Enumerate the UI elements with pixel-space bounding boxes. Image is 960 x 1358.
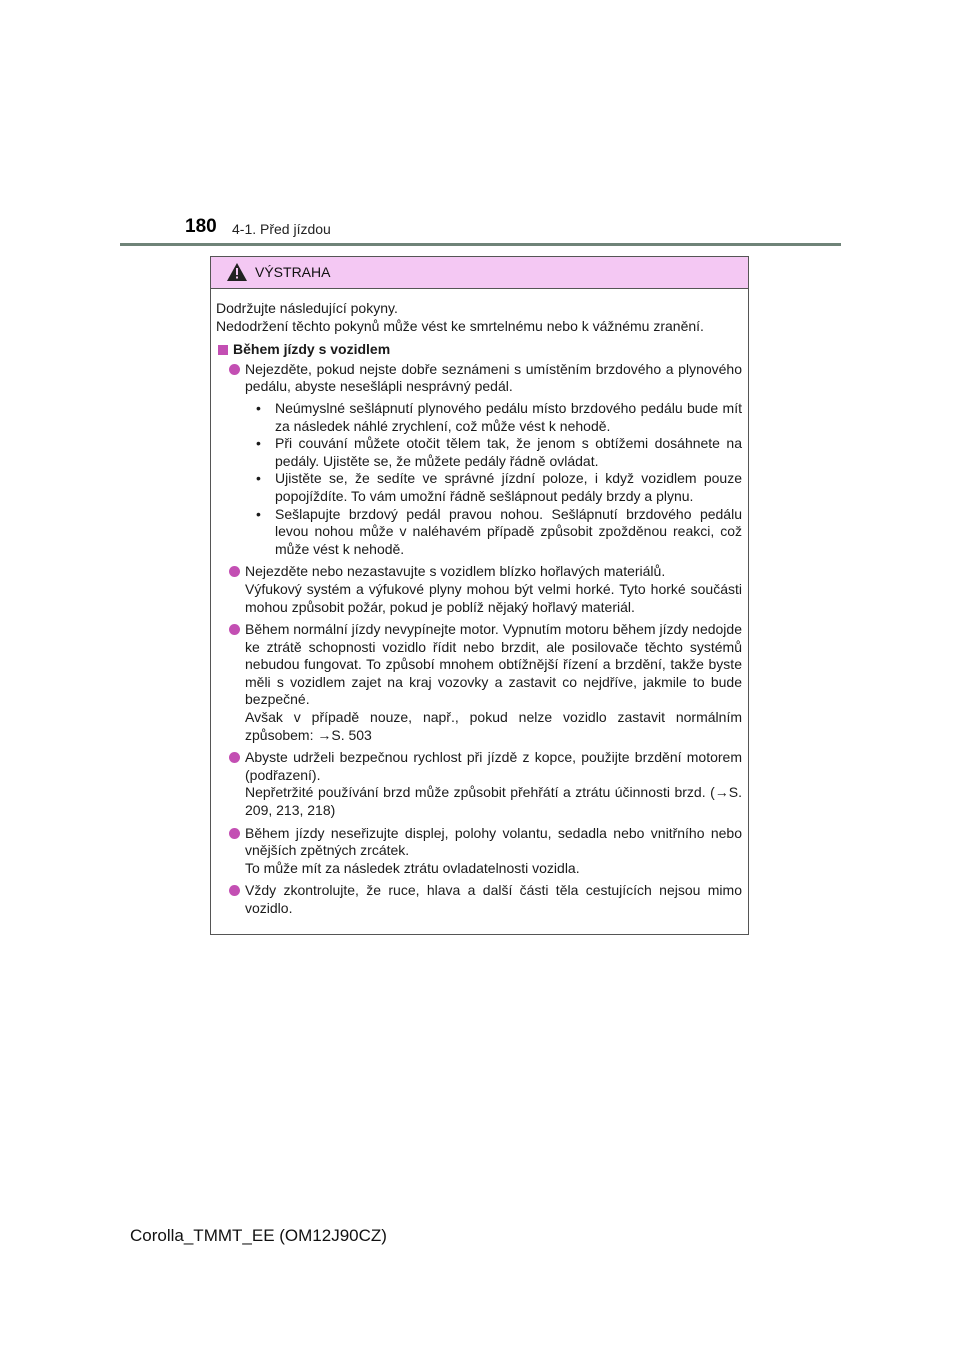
sub-list-item: • Sešlapujte brzdový pedál pravou nohou. Sešlápnutí brzdového pedálu levou nohou může v naléhavém případě způsobit zpožděnou reakci, což může vést k nehodě.: [256, 505, 742, 557]
warning-items: [216, 361, 742, 918]
list-item: [216, 563, 742, 616]
sub-list-item: • Při couvání můžete otočit tělem tak, že jenom s obtížemi dosáhnete na pedály. Ujistěte se, že můžete pedály řádně ovládat.: [256, 435, 742, 469]
warning-intro: [216, 300, 742, 335]
item-paragraph: Avšak v případě nouze, např., pokud nelze vozidlo zastavit normálním způsobem: →S. 503: [245, 709, 742, 743]
subheading-text: Během jízdy s vozidlem: [233, 341, 391, 358]
intro-line: Dodržujte následující pokyny.: [216, 300, 398, 316]
list-item: [216, 749, 742, 819]
item-paragraph: Vždy zkontrolujte, že ruce, hlava a další části těla cestujících nejsou mimo vozidlo.: [245, 882, 742, 916]
round-bullet-icon: [229, 364, 240, 375]
section-title: 4-1. Před jízdou: [232, 221, 331, 237]
square-bullet-icon: [218, 345, 228, 355]
footer-model-code: Corolla_TMMT_EE (OM12J90CZ): [130, 1226, 387, 1245]
sub-list-item: • Ujistěte se, že sedíte ve správné jízdní poloze, i když vozidlem pouze popojíždíte. To vám umožní řádně sešlápnout pedály brzdy a plynu.: [256, 470, 742, 504]
warning-body: [211, 289, 748, 918]
item-paragraph: Během jízdy neseřizujte displej, polohy volantu, sedadla nebo vnitřního nebo vnějších zpětných zrcátek.: [245, 824, 742, 859]
warning-triangle-icon: [227, 263, 247, 281]
list-item: [216, 882, 742, 917]
round-bullet-icon: [229, 566, 240, 577]
list-item: [216, 621, 742, 744]
intro-line: Nedodržení těchto pokynů může vést ke smrtelnému nebo k vážnému zranění.: [216, 317, 704, 334]
list-item: [216, 361, 742, 559]
round-bullet-icon: [229, 828, 240, 839]
round-bullet-icon: [229, 885, 240, 896]
round-bullet-icon: [229, 752, 240, 763]
warning-title: VÝSTRAHA: [255, 264, 331, 280]
item-paragraph: Během normální jízdy nevypínejte motor. Vypnutím motoru během jízdy nedojde ke ztrátě schopnosti vozidlo řídit nebo brzdit, ale posilovače těchto systémů nebudou fungovat. To způsobí mnohem obtížnější řízení a brzdění, takže byste měli s vozidlem zajet na kraj vozovky a zastavit co nejdříve, jakmile to bude bezpečné.: [245, 621, 742, 708]
sub-list: [245, 400, 742, 558]
item-paragraph: To může mít za následek ztrátu ovladatelnosti vozidla.: [245, 859, 580, 876]
warning-box: [210, 256, 749, 935]
header-rule: [120, 243, 841, 246]
item-paragraph: Nepřetržité používání brzd může způsobit přehřátí a ztrátu účinnosti brzd. (→S. 209, 213, 218): [245, 784, 742, 819]
page-number: 180: [185, 216, 217, 237]
subheading: [216, 341, 742, 359]
item-paragraph: Výfukový systém a výfukové plyny mohou být velmi horké. Tyto horké součásti mohou způsobit požár, pokud je poblíž nějaký hořlavý materiál.: [245, 580, 742, 615]
round-bullet-icon: [229, 624, 240, 635]
warning-header: [211, 257, 748, 289]
item-paragraph: Abyste udrželi bezpečnou rychlost při jízdě z kopce, použijte brzdění motorem (podřazení).: [245, 749, 742, 783]
list-item: [216, 825, 742, 878]
item-paragraph: Nejezděte nebo nezastavujte s vozidlem blízko hořlavých materiálů.: [245, 563, 666, 580]
item-paragraph: Nejezděte, pokud nejste dobře seznámeni s umístěním brzdového a plynového pedálu, abyste nesešlápli nesprávný pedál.: [245, 360, 742, 395]
sub-list-item: • Neúmyslné sešlápnutí plynového pedálu místo brzdového pedálu bude mít za následek náhlé zrychlení, což může vést k nehodě.: [256, 399, 742, 434]
